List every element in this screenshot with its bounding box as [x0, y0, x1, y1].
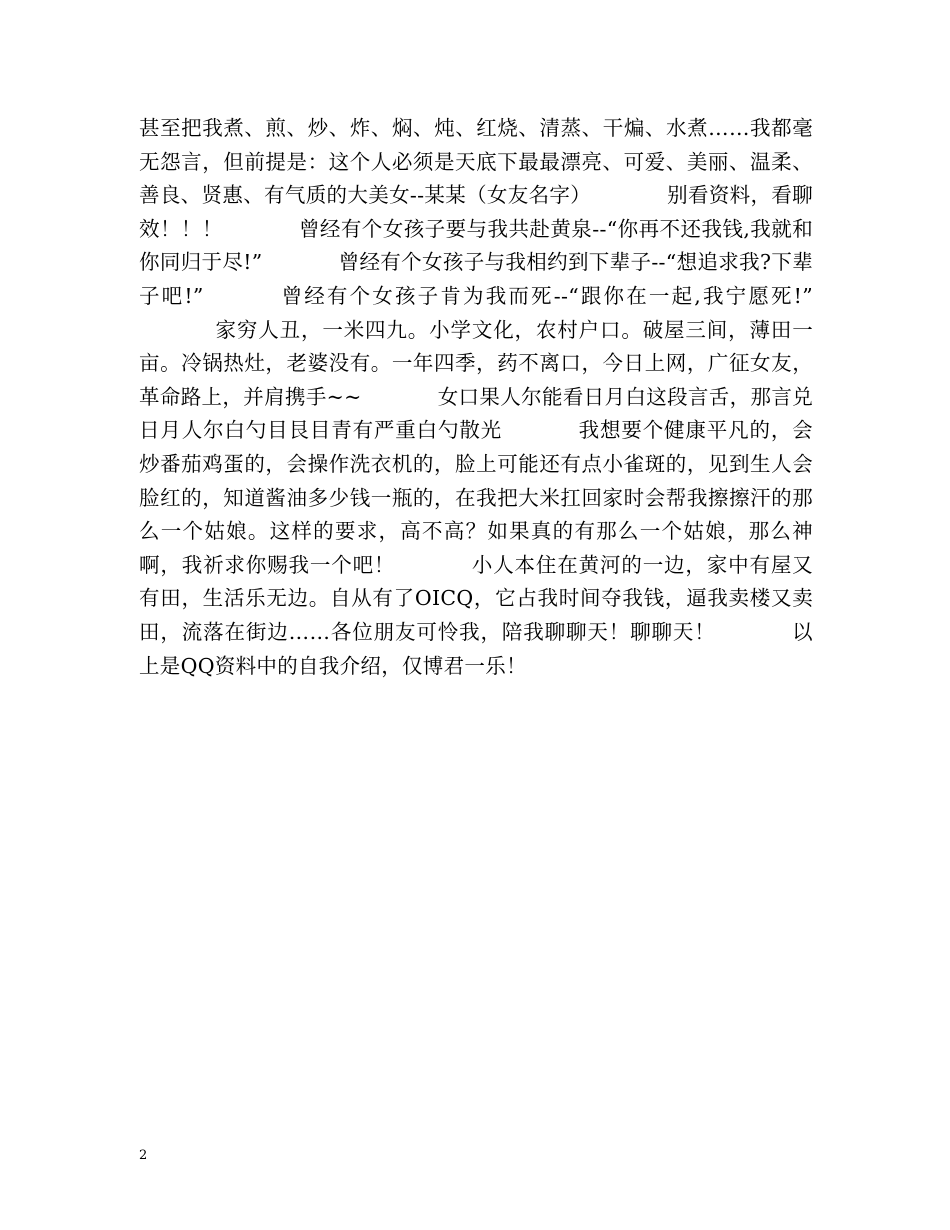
text-segment-4: 曾经有个女孩子与我相约到下辈子--“想追求我?下辈子吧!” [139, 250, 813, 308]
text-segment-10: 以上是QQ资料中的自我介绍，仅博君一乐！ [139, 619, 813, 678]
text-segment-3: 曾经有个女孩子要与我共赴黄泉--“你再不还我钱,我就和你同归于尽!” [139, 216, 814, 275]
text-segment-8: 我想要个健康平凡的，会炒番茄鸡蛋的，会操作洗衣机的，脸上可能还有点小雀斑的，见到生人会脸红的，知道酱油多少钱一瓶的，在我把大米扛回家时会帮我擦擦汗的那么一个姑娘。这样的要求，高不高？如果真的有那么一个姑娘，那么神啊，我祈求你赐我一个吧！ [139, 418, 813, 577]
text-segment-2: 别看资料，看聊效！！！ [139, 183, 813, 241]
text-segment-1: 甚至把我煮、煎、炒、炸、焖、炖、红烧、清蒸、干煸、水煮……我都毫无怨言，但前提是：这个人必须是天底下最最漂亮、可爱、美丽、温柔、善良、贤惠、有气质的大美女--某某（女友名字） [139, 116, 813, 208]
text-segment-7: 女口果人尔能看日月白这段言舌，那言兑日月人尔白勺目艮目青有严重白勺散光 [139, 384, 813, 443]
text-segment-9: 小人本住在黄河的一边，家中有屋又有田，生活乐无边。自从有了OICQ，它占我时间夺我钱，逼我卖楼又卖田，流落在街边……各位朋友可怜我，陪我聊聊天！聊聊天！ [139, 552, 813, 644]
page-number: 2 [139, 1148, 148, 1163]
text-segment-6: 家穷人丑，一米四九。小学文化，农村户口。破屋三间，薄田一亩。冷锅热灶，老婆没有。一年四季，药不离口，今日上网，广征女友，革命路上，并肩携手~~ [139, 317, 813, 409]
text-segment-5: 曾经有个女孩子肯为我而死--“跟你在一起,我宁愿死!” [279, 283, 813, 308]
body-paragraph [139, 112, 813, 683]
